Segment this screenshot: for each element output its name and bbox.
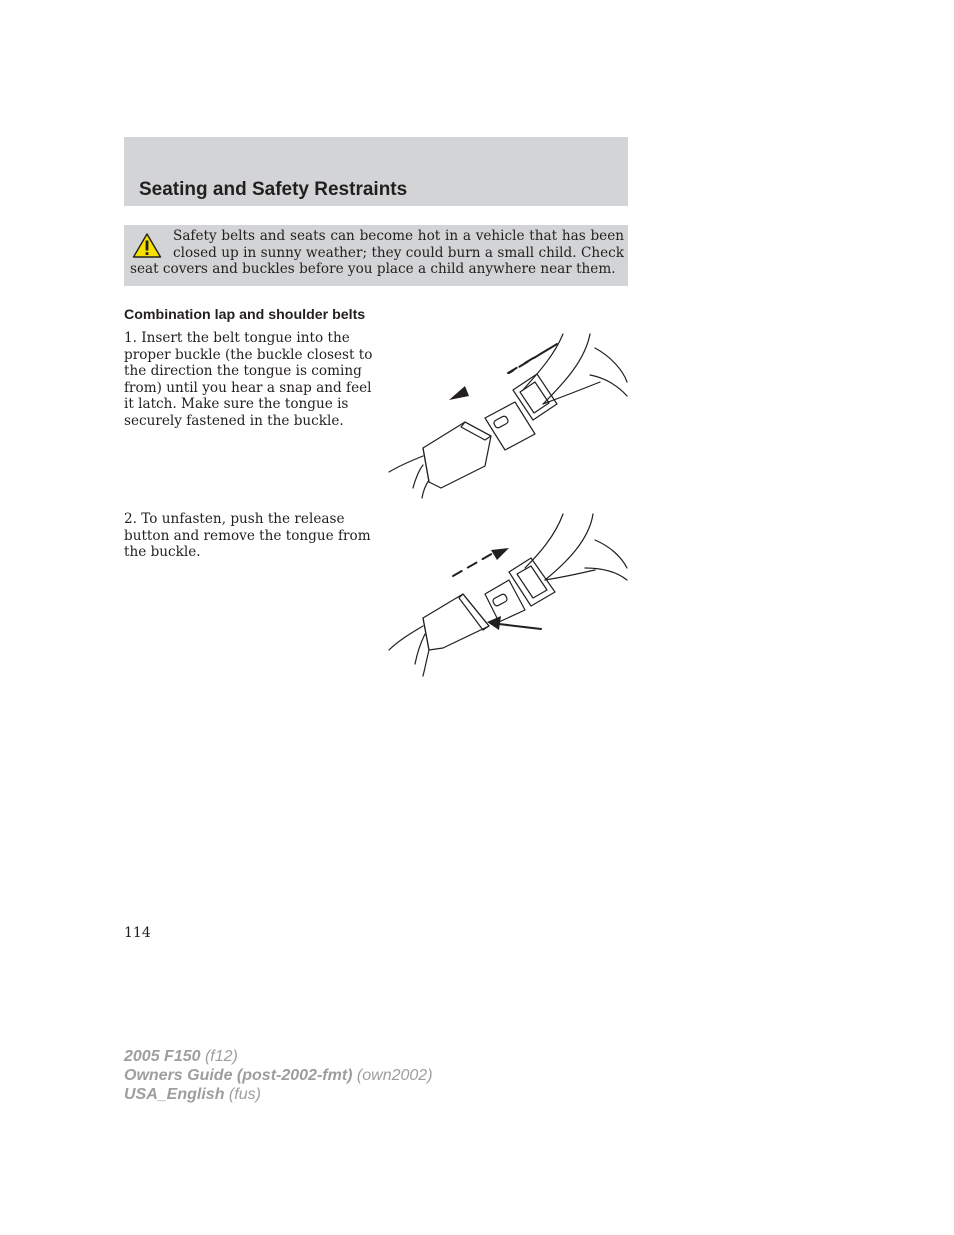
warning-text-content: Safety belts and seats can become hot in a vehicle that has been closed up in sunny weather; they could burn a small child. Check seat covers and buckles before you place a child anywhere near them.	[130, 228, 624, 277]
page-number: 114	[124, 925, 151, 941]
footer-line-1: 2005 F150 (f12)	[124, 1048, 238, 1065]
section-title: Seating and Safety Restraints	[139, 179, 408, 200]
step-1-text: 1. Insert the belt tongue into the proper buckle (the buckle closest to the direction the tongue is coming from) until you hear a snap and feel it latch. Make sure the tongue is securely fastened in the buckle.	[124, 330, 373, 429]
buckle-release-illustration	[385, 510, 630, 680]
footer-line-3: USA_English (fus)	[124, 1086, 261, 1103]
warning-box	[124, 225, 628, 286]
footer-line-2: Owners Guide (post-2002-fmt) (own2002)	[124, 1067, 433, 1084]
footer	[124, 1047, 433, 1104]
warning-text	[130, 228, 624, 278]
section-header	[124, 137, 628, 206]
buckle-fasten-illustration	[385, 330, 630, 500]
subheading: Combination lap and shoulder belts	[124, 307, 366, 323]
step-2-text: 2. To unfasten, push the release button and remove the tongue from the buckle.	[124, 511, 371, 560]
